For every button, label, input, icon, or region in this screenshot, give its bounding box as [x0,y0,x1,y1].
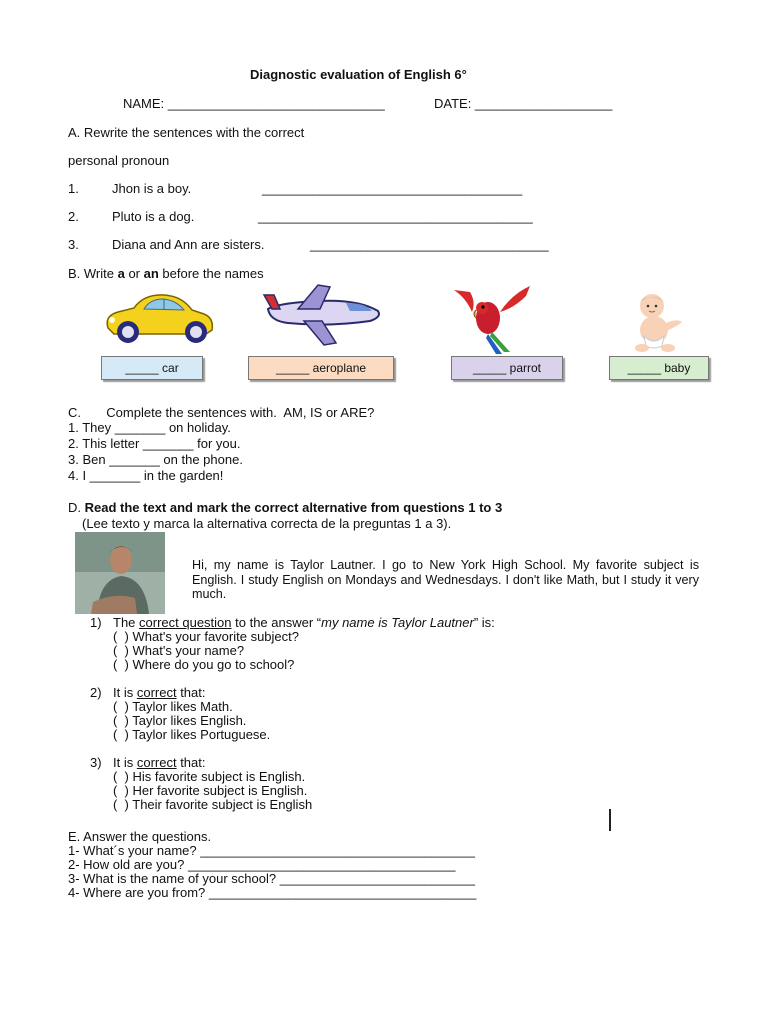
a-item-text: Pluto is a dog. [112,209,195,224]
date-field[interactable]: DATE: ___________________ [434,96,613,111]
a-item-number: 1. [68,181,79,196]
c-item: 4. I _______ in the garden! [68,468,224,483]
section-b-mid: or [124,266,144,281]
question-2-text [113,685,206,700]
a-item-blank[interactable]: ____________________________________ [262,181,523,196]
q2-part: It is [113,685,137,700]
option[interactable]: ( ) Where do you go to school? [113,657,295,672]
a-item-blank[interactable]: _________________________________ [310,237,549,252]
section-c-heading: C. Complete the sentences with. AM, IS or ARE? [68,405,375,420]
label-box-aeroplane[interactable] [248,356,394,380]
question-number: 3) [90,755,102,770]
taylor-photo [75,532,165,614]
q1-part: correct question [139,615,232,630]
e-item[interactable]: 1- What´s your name? ______________________________________ [68,843,475,858]
c-item: 3. Ben _______ on the phone. [68,452,243,467]
article-an: an [143,266,159,281]
question-number: 2) [90,685,102,700]
text-cursor [609,809,611,831]
car-image [100,290,218,346]
q1-part: The [113,615,140,630]
a-item-text: Jhon is a boy. [112,181,192,196]
option[interactable]: ( ) Their favorite subject is English [113,797,313,812]
baby-image [628,290,688,354]
label-car: _____ car [125,361,179,375]
c-item: 2. This letter _______ for you. [68,436,241,451]
section-a-heading-cont: personal pronoun [68,153,170,168]
label-baby: _____ baby [627,361,691,375]
question-number: 1) [90,615,102,630]
label-parrot: _____ parrot [472,361,542,375]
section-d-heading [68,500,502,515]
a-item-number: 2. [68,209,79,224]
section-b-post: before the names [158,266,264,281]
section-a-heading: A. Rewrite the sentences with the correct [68,125,305,140]
option[interactable]: ( ) Taylor likes English. [113,713,247,728]
question-1-text [113,615,495,630]
section-b-heading [68,266,264,281]
label-box-car[interactable] [101,356,203,380]
page-title: Diagnostic evaluation of English 6° [250,67,467,82]
option[interactable]: ( ) Her favorite subject is English. [113,783,308,798]
q1-part: to the answer “ [231,615,322,630]
q2-part: correct [136,685,177,700]
option[interactable]: ( ) Taylor likes Math. [113,699,233,714]
section-d-subheading: (Lee texto y marca la alternativa correcta de la preguntas 1 a 3). [82,516,452,531]
e-item[interactable]: 3- What is the name of your school? ___________________________ [68,871,475,886]
name-field[interactable]: NAME: ______________________________ [123,96,385,111]
section-b-pre: B. Write [68,266,118,281]
option[interactable]: ( ) What's your name? [113,643,245,658]
a-item-blank[interactable]: ______________________________________ [258,209,533,224]
section-d-prefix: D. [68,500,85,515]
q1-part: ” is: [473,615,495,630]
label-aeroplane: _____ aeroplane [275,361,367,375]
article-a: a [117,266,125,281]
label-box-baby[interactable] [609,356,709,380]
option[interactable]: ( ) Taylor likes Portuguese. [113,727,271,742]
q1-part: my name is Taylor Lautner [321,615,474,630]
parrot-image [450,282,536,354]
reading-paragraph: Hi, my name is Taylor Lautner. I go to New York High School. My favorite subject is English. I study English on Mondays and Wednesdays. I don't like Math, but I study it very much. [192,558,699,601]
c-item: 1. They _______ on holiday. [68,420,231,435]
e-item[interactable]: 2- How old are you? _____________________________________ [68,857,456,872]
label-box-parrot[interactable] [451,356,563,380]
aeroplane-image [258,283,386,347]
option[interactable]: ( ) What's your favorite subject? [113,629,299,644]
a-item-text: Diana and Ann are sisters. [112,237,265,252]
section-d-heading-text: Read the text and mark the correct alternative from questions 1 to 3 [84,500,503,515]
a-item-number: 3. [68,237,79,252]
question-3-text [113,755,206,770]
section-e-heading: E. Answer the questions. [68,829,212,844]
q2-part: that: [176,685,206,700]
q3-part: It is [113,755,137,770]
option[interactable]: ( ) His favorite subject is English. [113,769,306,784]
q3-part: that: [176,755,206,770]
q3-part: correct [136,755,177,770]
e-item[interactable]: 4- Where are you from? _____________________________________ [68,885,477,900]
